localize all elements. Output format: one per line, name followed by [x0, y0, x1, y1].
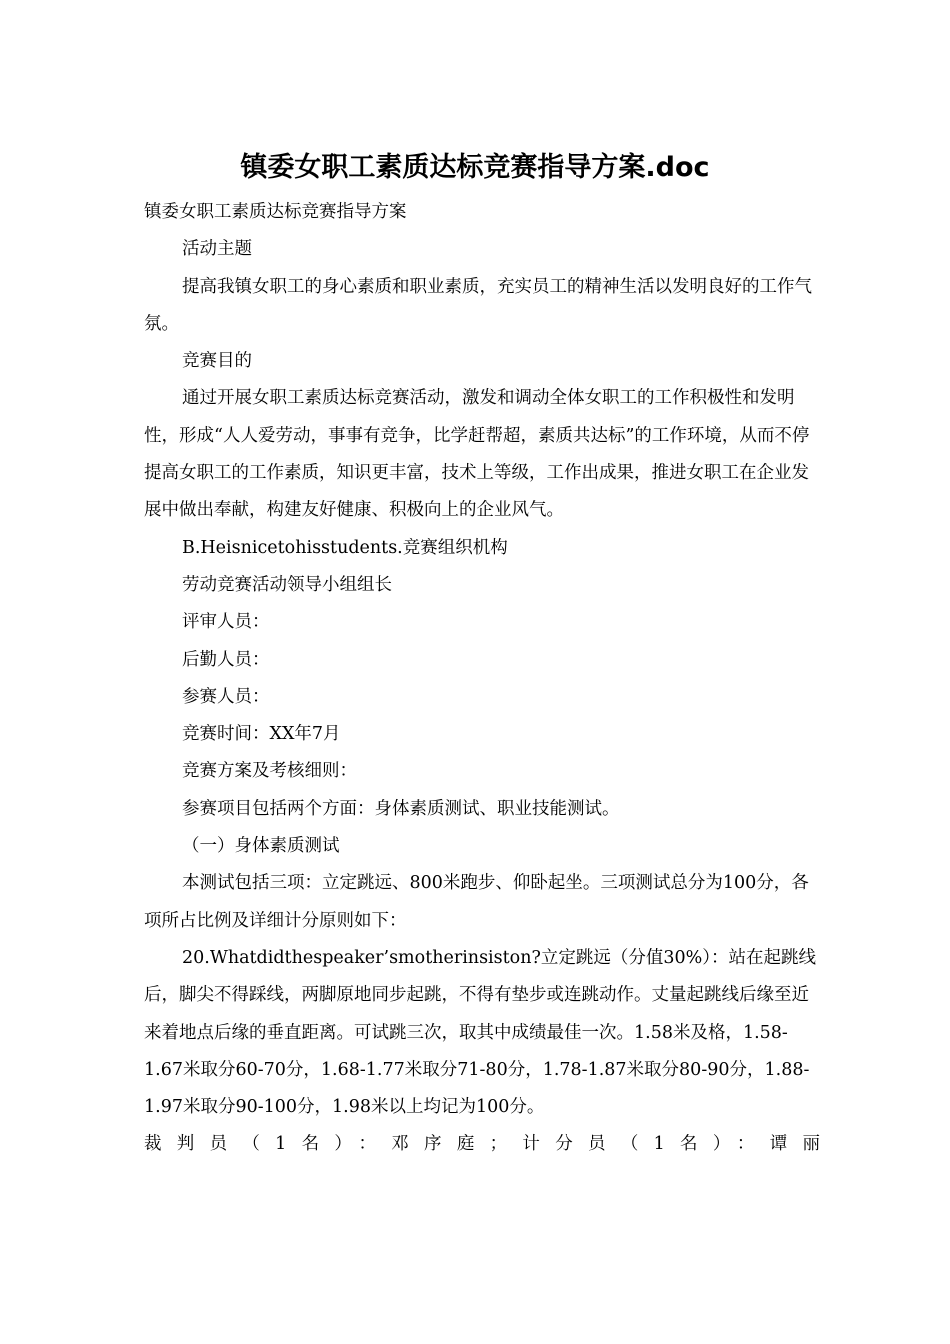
paragraph-events: 参赛项目包括两个方面：身体素质测试、职业技能测试。 [182, 798, 620, 819]
heading-activity-theme: 活动主题 [182, 239, 252, 260]
subtitle-paragraph: 镇委女职工素质达标竞赛指导方案 [144, 202, 407, 222]
paragraph-logistics: 后勤人员： [182, 649, 270, 670]
paragraph-rules-heading: 竞赛方案及考核细则： [182, 761, 357, 782]
paragraph-long-jump: 20.Whatdidthespeaker’smotherinsiston?立定跳远（分值30%）：站在起跳线后，脚尖不得踩线，两脚原地同步起跳，不得有垫步或连跳动作。丈量起跳线后缘至近来着地点后缘的垂直距离。可试跳三次，取其中成绩最佳一次。1.58米及格，1.58-1.67米取分60-70分，1.68-1.77米取分71-80分，1.78-1.87米取分80-90分，1.88-1.97米取分90-100分，1.98米以上均记为100分。 [144, 947, 817, 1118]
paragraph-theme-text: 提高我镇女职工的身心素质和职业素质，充实员工的精神生活以发明良好的工作气氛。 [144, 276, 812, 334]
paragraph-purpose-text: 通过开展女职工素质达标竞赛活动，激发和调动全体女职工的工作积极性和发明性，形成“人人爱劳动，事事有竞争，比学赶帮超，素质共达标”的工作环境，从而不停提高女职工的工作素质，知识更丰富，技术上等级，工作出成果，推进女职工在企业发展中做出奉献，构建友好健康、积极向上的企业风气。 [144, 388, 810, 521]
heading-organization: B.Heisnicetohisstudents.竞赛组织机构 [182, 537, 508, 558]
heading-competition-purpose: 竞赛目的 [182, 351, 252, 372]
heading-physical-test: （一）身体素质测试 [182, 836, 340, 857]
paragraph-leader: 劳动竞赛活动领导小组组长 [182, 574, 392, 595]
paragraph-judges: 裁判员（1名）：邓序庭；计分员（1名）：谭丽 [144, 1134, 820, 1155]
paragraph-participants: 参赛人员： [182, 686, 270, 707]
document-title: 镇委女职工素质达标竞赛指导方案.doc [240, 152, 710, 183]
document-body [144, 194, 820, 1164]
paragraph-reviewers: 评审人员： [182, 612, 270, 633]
paragraph-competition-time: 竞赛时间：XX年7月 [182, 724, 341, 745]
paragraph-physical-test-intro: 本测试包括三项：立定跳远、800米跑步、仰卧起坐。三项测试总分为100分，各项所占比例及详细计分原则如下： [144, 873, 809, 931]
